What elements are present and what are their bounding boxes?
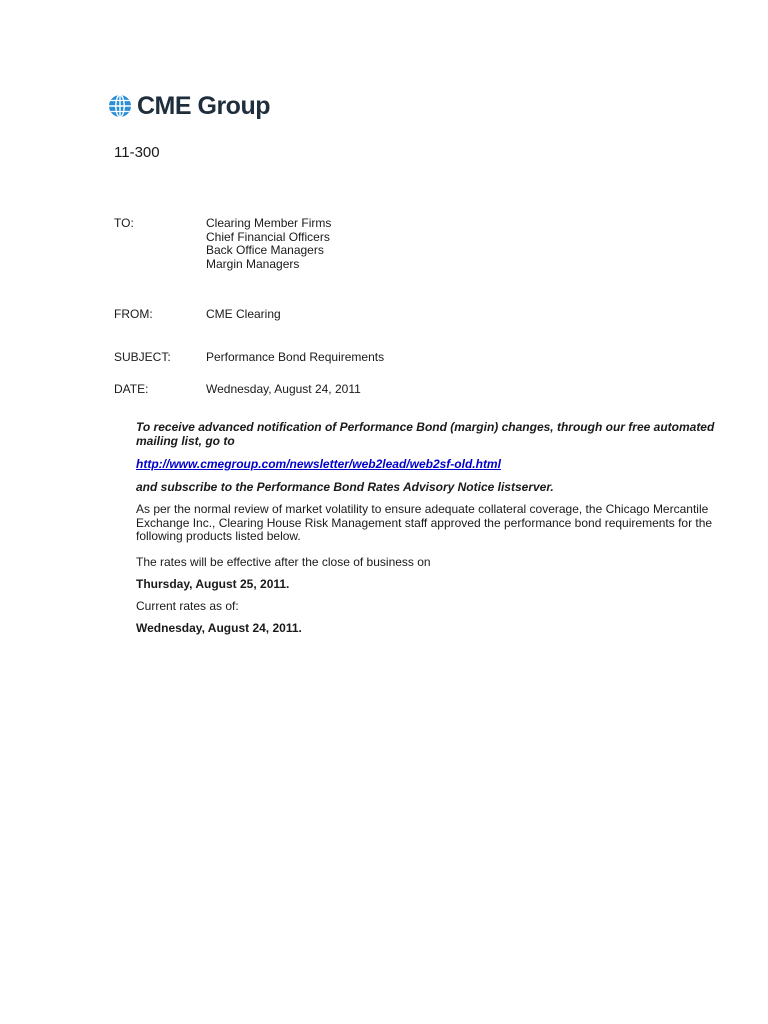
newsletter-link-line	[136, 458, 716, 472]
logo-text: CME Group	[137, 92, 270, 120]
effective-date: Thursday, August 25, 2011.	[136, 577, 290, 591]
current-rates-date: Wednesday, August 24, 2011.	[136, 621, 302, 635]
recipient-item: Back Office Managers	[206, 243, 324, 257]
date-value: Wednesday, August 24, 2011	[206, 382, 361, 396]
newsletter-link[interactable]: http://www.cmegroup.com/newsletter/web2lead/web2sf-old.html	[136, 457, 501, 471]
from-label: FROM:	[114, 307, 153, 321]
subject-value: Performance Bond Requirements	[206, 350, 385, 364]
date-label: DATE:	[114, 382, 149, 396]
recipient-item: Chief Financial Officers	[206, 229, 330, 244]
recipient-item: Clearing Member Firms	[206, 216, 332, 230]
recipient-item: Margin Managers	[206, 256, 300, 271]
subject-label: SUBJECT:	[114, 350, 171, 364]
to-label: TO:	[114, 216, 134, 230]
cme-group-logo	[108, 91, 270, 121]
to-recipients	[206, 217, 606, 271]
review-paragraph: As per the normal review of market volatility to ensure adequate collateral coverage, the Chicago Mercantile Exchange Inc., Clearing House Risk Management staff approved the performance bond requirements for the following products listed below.	[136, 502, 713, 543]
effective-intro: The rates will be effective after the close of business on	[136, 555, 431, 569]
reference-number: 11-300	[114, 144, 160, 161]
globe-icon	[108, 94, 132, 118]
subscribe-notice: and subscribe to the Performance Bond Rates Advisory Notice listserver.	[136, 480, 554, 494]
current-rates-intro: Current rates as of:	[136, 599, 239, 613]
from-value: CME Clearing	[206, 307, 281, 321]
notification-notice: To receive advanced notification of Performance Bond (margin) changes, through our free automated mailing list, go to	[136, 420, 715, 448]
